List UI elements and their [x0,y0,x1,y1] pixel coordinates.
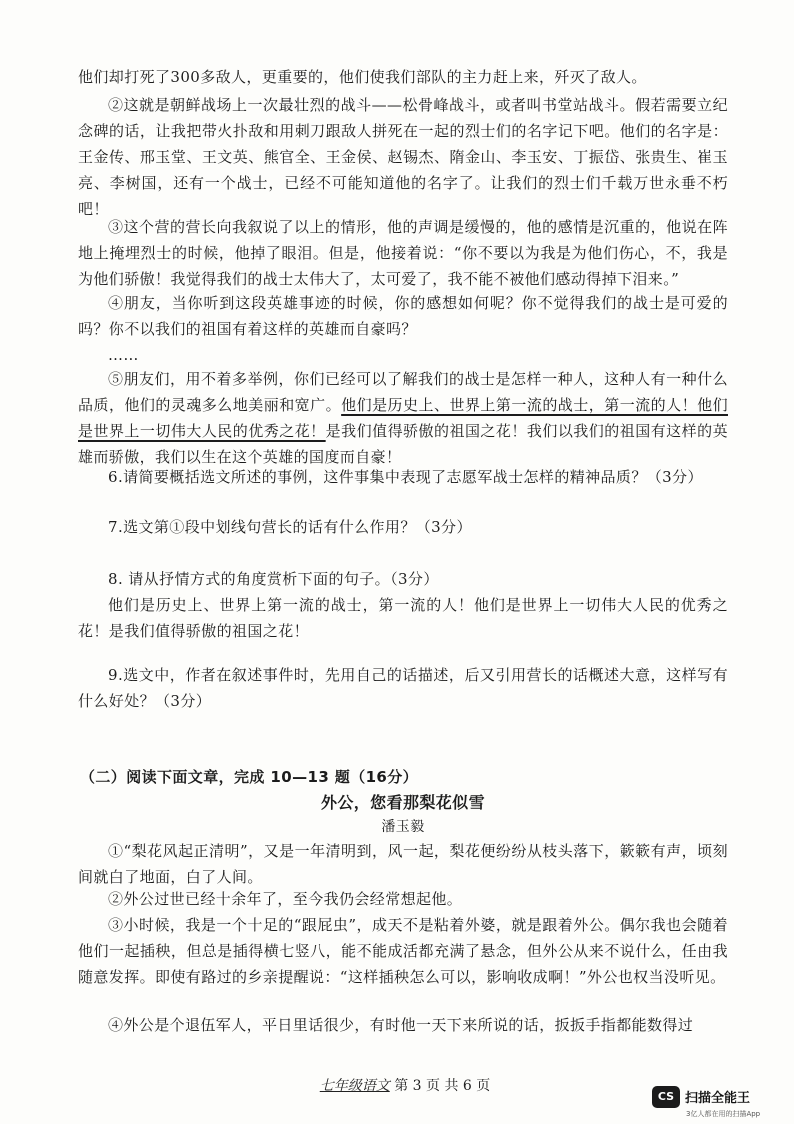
question-8-quote: 他们是历史上、世界上第一流的战士，第一流的人！他们是世界上一切伟大人民的优秀之花！是我们值得骄傲的祖国之花！ [78,596,728,640]
scanner-watermark [652,1086,792,1120]
reading2-para3: ③小时候，我是一个十足的“跟屁虫”，成天不是粘着外婆，就是跟着外公。偶尔我也会随着他们一起插秧，但总是插得横七竖八，能不能成活都充满了悬念，但外公从来不说什么，任由我随意发挥。即使有路过的乡亲提醒说：“这样插秧怎么可以，影响收成啊！”外公也权当没听见。 [78,916,728,986]
reading1-para3: ③这个营的营长向我叙说了以上的情形，他的声调是缓慢的，他的感情是沉重的，他说在阵地上掩埋烈士的时候，他掉了眼泪。但是，他接着说：“你不要以为我是为他们伤心，不，我是为他们骄傲！我觉得我们的战士太伟大了，太可爱了，我不能不被他们感动得掉下泪来。” [78,218,728,288]
reading2-para4: ④外公是个退伍军人，平日里话很少，有时他一天下来所说的话，扳扳手指都能数得过 [108,1016,694,1034]
reading1-ellipsis: …… [108,346,139,364]
camscanner-logo-icon: CS [652,1086,680,1108]
para5-text-c: 是我们值得骄傲的祖国之花！我们以我们的祖国有这样的英雄而骄傲，我们以生在这个英雄的国度而自豪！ [78,422,729,466]
reading2-heading: （二）阅读下面文章，完成 10—13 题（16分） [80,768,419,786]
question-8: 8. 请从抒情方式的角度赏析下面的句子。（3分） [108,570,439,588]
scanner-tagline: 3亿人都在用的扫描App [686,1110,761,1118]
question-7: 7.选文第①段中划线句营长的话有什么作用？（3分） [108,518,472,536]
reading2-para1: ①“梨花风起正清明”，又是一年清明到，风一起，梨花便纷纷从枝头落下，簌簌有声，顷刻间就白了地面，白了人间。 [78,842,728,886]
question-9: 9.选文中，作者在叙述事件时，先用自己的话描述，后又引用营长的话概述大意，这样写有什么好处？（3分） [78,666,728,710]
reading1-para2: ②这就是朝鲜战场上一次最壮烈的战斗——松骨峰战斗，或者叫书堂站战斗。假若需要立纪念碑的话，让我把带火扑敌和用刺刀跟敌人拼死在一起的烈士们的名字记下吧。他们的名字是：王金传、邢玉堂、王文英、熊官全、王金侯、赵锡杰、隋金山、李玉安、丁振岱、张贵生、崔玉亮、李树国，还有一个战士，已经不可能知道他的名字了。让我们的烈士们千载万世永垂不朽吧！ [78,96,728,218]
reading1-line-top: 他们却打死了300多敌人，更重要的，他们使我们部队的主力赶上来，歼灭了敌人。 [78,68,647,86]
page-footer [290,1075,520,1095]
article-author: 潘玉毅 [381,819,425,835]
para5-underlined-sentence: 他们是历史上、世界上第一流的战士，第一流的人！他们是世界上一切伟大人民的优秀之花！ [78,396,728,440]
para5-text-a: ⑤朋友们，用不着多举例，你们已经可以了解我们的战士是怎样一种人，这种人有一种什么品质，他们的灵魂多么地美丽和宽广。 [78,370,728,414]
footer-page-number: 第 3 页 共 6 页 [394,1078,491,1094]
reading2-para2: ②外公过世已经十余年了，至今我仍会经常想起他。 [108,890,463,908]
article-title: 外公，您看那梨花似雪 [320,793,485,812]
footer-subject: 七年级语文 [319,1078,390,1094]
reading1-para4: ④朋友，当你听到这段英雄事迹的时候，你的感想如何呢？你不觉得我们的战士是可爱的吗？你不以我们的祖国有着这样的英雄而自豪吗？ [78,294,728,338]
question-6: 6.请简要概括选文所述的事例，这件事集中表现了志愿军战士怎样的精神品质？（3分） [108,468,703,486]
scanner-name: 扫描全能王 [685,1091,751,1106]
reading1-para5 [78,366,728,470]
